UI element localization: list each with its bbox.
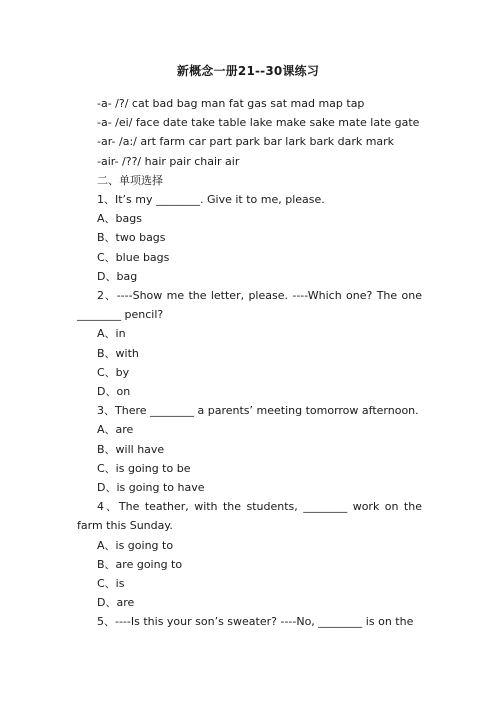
option-3a: A、are (97, 423, 134, 437)
question-3: 3、There ________ a parents’ meeting tomorrow afternoon. (97, 404, 419, 418)
question-2: 2、----Show me the letter, please. ----Which one? The one ________ pencil? (77, 289, 422, 322)
option-2b: B、with (97, 346, 139, 360)
option-2c: C、by (97, 365, 130, 379)
option-3c: C、is going to be (97, 461, 191, 475)
page-title: 新概念一册21--30课练习 (176, 64, 320, 78)
option-2d: D、on (97, 385, 131, 399)
section-heading: 二、单项选择 (97, 173, 163, 187)
phonics-line-a-short: -a- /?/ cat bad bag man fat gas sat mad map tap (97, 97, 365, 110)
option-3b: B、will have (97, 442, 165, 456)
question-1: 1、It’s my ________. Give it to me, please. (97, 193, 325, 207)
question-4: 4、The teather, with the students, ________ work on the farm this Sunday. (77, 500, 422, 533)
option-1b: B、two bags (97, 231, 166, 245)
option-4a: A、is going to (97, 538, 174, 552)
question-5: 5、----Is this your son’s sweater? ----No, ________ is on the (97, 615, 414, 629)
option-3d: D、is going to have (97, 481, 205, 495)
option-4d: D、are (97, 596, 135, 610)
option-1a: A、bags (97, 212, 142, 226)
phonics-line-a-long: -a- /ei/ face date take table lake make sake mate late gate (97, 116, 420, 130)
option-4b: B、are going to (97, 557, 183, 571)
phonics-line-ar: -ar- /a:/ art farm car part park bar lark bark dark mark (97, 135, 395, 149)
document-body (77, 94, 422, 632)
option-1c: C、blue bags (97, 250, 170, 264)
option-2a: A、in (97, 327, 126, 341)
option-1d: D、bag (97, 269, 138, 283)
option-4c: C、is (97, 577, 125, 591)
phonics-line-air: -air- /??/ hair pair chair air (97, 154, 240, 168)
